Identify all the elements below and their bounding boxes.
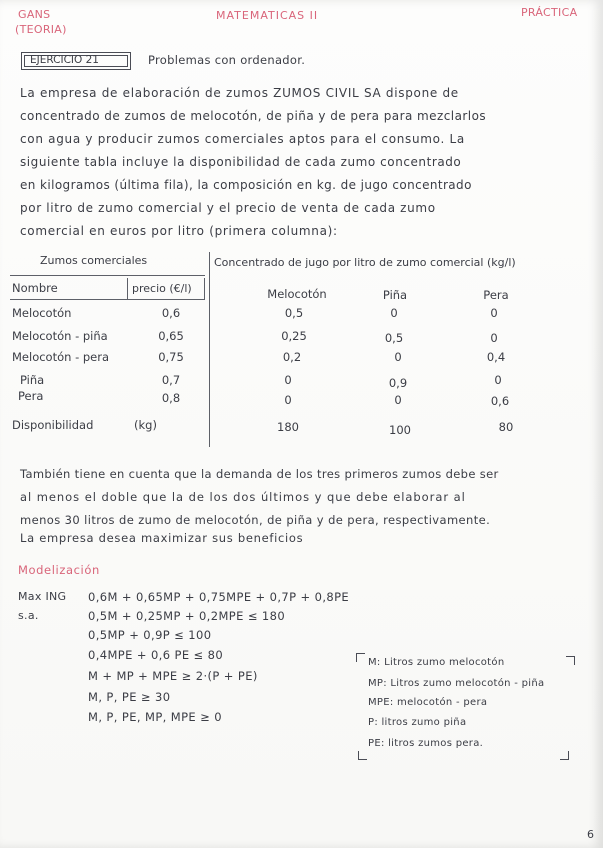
table-rule xyxy=(10,275,205,276)
table-row-price: 0,6 xyxy=(161,306,181,320)
exercise-label: EJERCICIO 21 xyxy=(30,54,99,66)
col-header-pina: Piña xyxy=(382,288,408,302)
exercise-title: Problemas con ordenador. xyxy=(148,53,306,67)
table-cell: 0,6 xyxy=(490,394,510,408)
model-heading: Modelización xyxy=(18,563,100,577)
constraint-line: M, P, PE ≥ 30 xyxy=(88,690,171,704)
table-cell: 0 xyxy=(284,373,292,387)
availability-value: 180 xyxy=(277,420,299,434)
availability-label: Disponibilidad xyxy=(12,418,94,432)
condition-line: También tiene en cuenta que la demanda de los tres primeros zumos debe ser xyxy=(20,467,499,481)
table-cell: 0 xyxy=(490,331,498,345)
intro-line: por litro de zumo comercial y el precio de venta de cada zumo xyxy=(20,201,436,215)
constraint-line: 0,5M + 0,25MP + 0,2MPE ≤ 180 xyxy=(88,609,286,623)
table-cell: 0 xyxy=(394,393,402,407)
availability-value: 100 xyxy=(389,423,411,437)
table-cell: 0 xyxy=(284,393,292,407)
bracket-corner xyxy=(356,653,365,662)
table-row-name: Melocotón - pera xyxy=(12,350,110,364)
legend-item: MPE: melocotón - pera xyxy=(368,697,488,708)
constraint-line: 0,4MPE + 0,6 PE ≤ 80 xyxy=(88,648,224,662)
table-group-left: Zumos comerciales xyxy=(40,254,148,267)
constraints-label: s.a. xyxy=(18,609,39,622)
col-header-price: precio (€/l) xyxy=(132,282,192,295)
condition-line: menos 30 litros de zumo de melocotón, de piña y de pera, respectivamente. xyxy=(20,513,491,527)
table-row-name: Piña xyxy=(20,373,45,387)
course-label: GANS xyxy=(18,8,51,21)
intro-line: La empresa de elaboración de zumos ZUMOS CIVIL SA dispone de xyxy=(20,86,459,100)
table-rule xyxy=(10,299,205,300)
table-row-name: Pera xyxy=(18,389,44,403)
condition-line: La empresa desea maximizar sus beneficios xyxy=(20,531,304,545)
table-row-price: 0,7 xyxy=(161,373,181,387)
intro-line: concentrado de zumos de melocotón, de piña y de pera para mezclarlos xyxy=(20,109,487,123)
constraint-line: M, P, PE, MP, MPE ≥ 0 xyxy=(88,710,222,724)
constraint-line: M + MP + MPE ≥ 2·(P + PE) xyxy=(88,669,258,683)
table-cell: 0,2 xyxy=(282,350,302,364)
table-cell: 0 xyxy=(494,373,502,387)
intro-line: comercial en euros por litro (primera columna): xyxy=(20,224,338,238)
price-column-left-rule xyxy=(127,278,128,300)
table-row-name: Melocotón - piña xyxy=(12,329,108,343)
legend-item: PE: litros zumos pera. xyxy=(368,738,484,749)
table-cell: 0,4 xyxy=(486,350,506,364)
legend-item: M: Litros zumo melocotón xyxy=(368,657,505,668)
table-row-price: 0,8 xyxy=(161,391,181,405)
legend-item: P: litros zumo piña xyxy=(368,717,467,728)
constraint-line: 0,5MP + 0,9P ≤ 100 xyxy=(88,628,212,642)
intro-line: en kilogramos (última fila), la composición en kg. de jugo concentrado xyxy=(20,178,472,192)
tag-label: PRÁCTICA xyxy=(521,6,578,19)
table-divider xyxy=(209,252,210,447)
table-cell: 0 xyxy=(394,350,402,364)
objective-label: Max ING xyxy=(18,590,67,603)
condition-line: al menos el doble que la de los dos últimos y que debe elaborar al xyxy=(20,490,466,504)
table-cell: 0,9 xyxy=(388,376,408,390)
availability-value: 80 xyxy=(498,420,514,434)
table-cell: 0,25 xyxy=(281,329,307,343)
table-cell: 0 xyxy=(490,306,498,320)
exercise-label-box xyxy=(21,52,131,70)
course-sub-label: (TEORIA) xyxy=(15,23,67,36)
table-row-price: 0,65 xyxy=(158,329,184,343)
availability-unit: (kg) xyxy=(134,418,157,432)
table-group-right: Concentrado de jugo por litro de zumo comercial (kg/l) xyxy=(214,256,516,269)
bracket-corner xyxy=(560,751,569,760)
table-row-name: Melocotón xyxy=(12,306,72,320)
bracket-corner xyxy=(566,656,575,665)
intro-line: con agua y producir zumos comerciales aptos para el consumo. La xyxy=(20,132,465,146)
page-number: 6 xyxy=(587,828,595,841)
price-column-right-rule xyxy=(204,278,205,300)
legend-item: MP: Litros zumo melocotón - piña xyxy=(368,678,545,689)
subject-label: MATEMATICAS II xyxy=(216,9,319,22)
intro-line: siguiente tabla incluye la disponibilidad de cada zumo concentrado xyxy=(20,155,462,169)
col-header-melocoton: Melocotón xyxy=(267,287,327,301)
objective-function: 0,6M + 0,65MP + 0,75MPE + 0,7P + 0,8PE xyxy=(88,590,350,604)
table-cell: 0,5 xyxy=(284,306,304,320)
bracket-corner xyxy=(358,751,367,760)
table-cell: 0,5 xyxy=(384,331,404,345)
col-header-pera: Pera xyxy=(483,288,509,302)
col-header-name: Nombre xyxy=(12,281,58,295)
table-row-price: 0,75 xyxy=(158,350,184,364)
table-cell: 0 xyxy=(390,306,398,320)
